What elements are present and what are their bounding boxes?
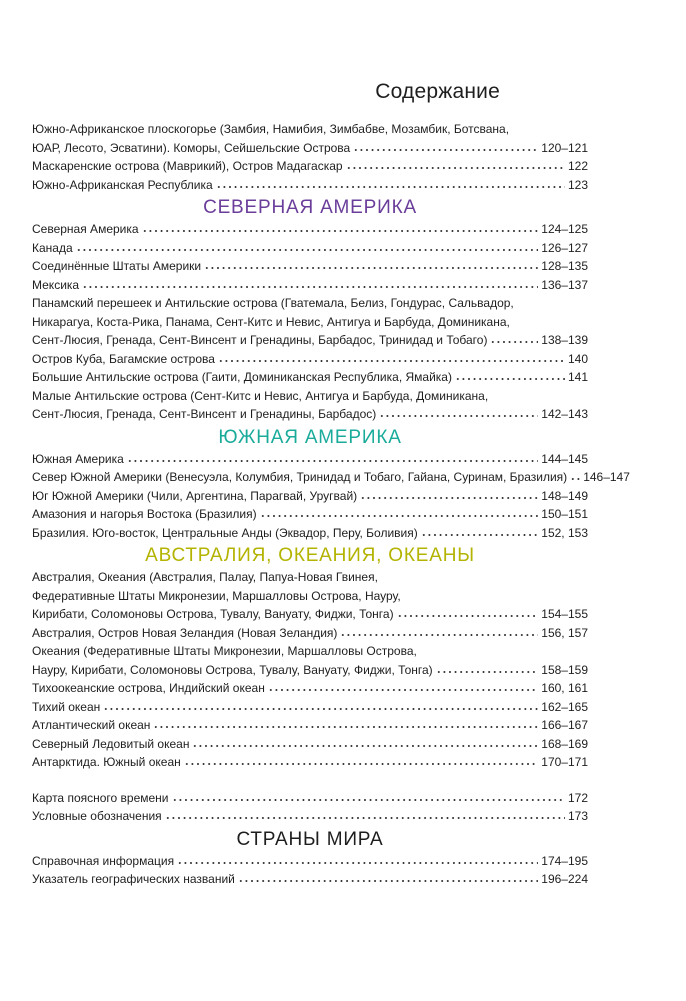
dot-leader	[268, 682, 538, 692]
toc-entry	[32, 239, 588, 258]
toc-entry	[32, 276, 588, 295]
toc-entry-page: 166–167	[541, 718, 588, 732]
toc-entry-line: Никарагуа, Коста-Рика, Панама, Сент-Китс и Невис, Антигуа и Барбуда, Доминикана,	[32, 314, 510, 329]
toc-entry	[32, 524, 588, 543]
toc-entry	[32, 852, 588, 871]
toc-entry	[32, 505, 588, 524]
dot-leader	[397, 608, 539, 618]
toc-entry-title: Юг Южной Америки (Чили, Аргентина, Парагвай, Уругвай)	[32, 488, 358, 503]
dot-leader	[127, 453, 539, 463]
dot-leader	[76, 242, 539, 252]
dot-leader	[216, 179, 565, 189]
toc-entry-title: Сент-Люсия, Гренада, Сент-Винсент и Гренадины, Барбадос)	[32, 407, 377, 421]
dot-leader	[153, 719, 538, 729]
toc-entry-title: Тихоокеанские острова, Индийский океан	[32, 681, 265, 695]
spacer	[32, 772, 588, 789]
dot-leader	[421, 527, 539, 537]
dot-leader	[360, 490, 538, 500]
dot-leader	[172, 792, 565, 802]
dot-leader	[353, 142, 538, 152]
toc-entry-page: 156, 157	[541, 625, 588, 640]
toc-entry-page: 140	[567, 351, 588, 366]
toc-entry	[32, 661, 588, 680]
toc-entry-page: 160, 161	[541, 681, 588, 695]
toc-entry-page: 152, 153	[541, 525, 588, 540]
toc-entry-page: 162–165	[541, 699, 588, 714]
toc-entry-page: 141	[567, 370, 588, 384]
toc-entry-title: Справочная информация	[32, 853, 175, 868]
toc-entry	[32, 716, 588, 735]
toc-entry-page: 150–151	[541, 507, 588, 521]
toc-entry-line: Австралия, Океания (Австралия, Палау, Папуа-Новая Гвинея,	[32, 570, 378, 584]
section-heading: ЮЖНАЯ АМЕРИКА	[218, 426, 402, 448]
toc-entry-title: Сент-Люсия, Гренада, Сент-Винсент и Гренадины, Барбадос, Тринидад и Тобаго)	[32, 333, 488, 347]
toc-entry-title: Антарктида. Южный океан	[32, 755, 181, 769]
toc-entry	[32, 468, 630, 487]
toc-entry-title: Науру, Кирибати, Соломоновы Острова, Тувалу, Вануату, Фиджи, Тонга)	[32, 662, 433, 677]
toc-entry-title: Условные обозначения	[32, 809, 162, 823]
toc-entry	[32, 350, 588, 369]
dot-leader	[103, 701, 538, 711]
toc-entry-page: 123	[567, 177, 588, 192]
toc-entry	[32, 605, 588, 624]
dot-leader	[455, 371, 565, 381]
toc-entry-page: 174–195	[541, 853, 588, 868]
toc-entry	[32, 176, 588, 195]
toc-entry-title: Большие Антильские острова (Гаити, Доминиканская Республика, Ямайка)	[32, 370, 452, 384]
toc-entry-page: 158–159	[541, 662, 588, 677]
toc-entry-title: Канада	[32, 240, 73, 255]
toc-entry-page: 146–147	[583, 470, 630, 484]
toc-entry	[32, 331, 588, 350]
toc-entry	[32, 405, 588, 424]
toc-entry-title: Южная Америка	[32, 451, 124, 466]
toc-entry-page: 128–135	[541, 259, 588, 273]
dot-leader	[177, 855, 538, 865]
toc-entry	[32, 624, 588, 643]
toc-entry-title: Тихий океан	[32, 699, 101, 714]
toc-entry	[32, 257, 588, 276]
toc-entry-page: 142–143	[541, 407, 588, 421]
toc-entry-page: 126–127	[541, 240, 588, 255]
toc-entry-page: 172	[567, 790, 588, 805]
toc-entry-title: Остров Куба, Багамские острова	[32, 351, 215, 366]
dot-leader	[82, 279, 538, 289]
toc-entry	[32, 139, 588, 158]
dot-leader	[346, 160, 565, 170]
toc-entry-title: Северный Ледовитый океан	[32, 736, 190, 751]
toc-entry	[32, 870, 588, 889]
toc-entry	[32, 735, 588, 754]
dot-leader	[204, 260, 538, 270]
toc-entry-line: Федеративные Штаты Микронезии, Маршалловы Острова, Науру,	[32, 588, 401, 603]
toc-entry-page: 170–171	[541, 755, 588, 769]
toc-entry-title: Север Южной Америки (Венесуэла, Колумбия, Тринидад и Тобаго, Гайана, Суринам, Бразилия)	[32, 470, 568, 484]
toc-entry-title: Маскаренские острова (Маврикий), Остров Мадагаскар	[32, 159, 343, 173]
toc-entry-page: 144–145	[541, 451, 588, 466]
toc-entry-title: Карта поясного времени	[32, 790, 169, 805]
toc-entry-page: 120–121	[541, 140, 588, 155]
toc-entry-page: 173	[567, 809, 588, 823]
toc-entry-title: Бразилия. Юго-восток, Центральные Анды (Эквадор, Перу, Боливия)	[32, 525, 418, 540]
table-of-contents	[32, 120, 630, 889]
toc-entry	[32, 807, 588, 826]
toc-entry	[32, 220, 588, 239]
toc-entry-line: Панамский перешеек и Антильские острова (Гватемала, Белиз, Гондурас, Сальвадор,	[32, 296, 514, 310]
dot-leader	[192, 738, 538, 748]
toc-entry	[32, 789, 588, 808]
toc-entry	[32, 679, 588, 698]
toc-entry-page: 196–224	[541, 872, 588, 886]
toc-entry-title: Северная Америка	[32, 222, 139, 236]
toc-entry-title: Мексика	[32, 277, 80, 292]
dot-leader	[165, 810, 565, 820]
toc-entry-page: 122	[567, 159, 588, 173]
dot-leader	[570, 471, 580, 481]
toc-entry-title: Соединённые Штаты Америки	[32, 259, 202, 273]
dot-leader	[490, 334, 538, 344]
toc-entry	[32, 753, 588, 772]
dot-leader	[184, 756, 539, 766]
dot-leader	[238, 873, 538, 883]
toc-entry	[32, 450, 588, 469]
toc-entry	[32, 698, 588, 717]
toc-entry-page: 168–169	[541, 736, 588, 751]
toc-entry-title: Указатель географических названий	[32, 872, 235, 886]
section-heading: СТРАНЫ МИРА	[236, 828, 384, 850]
toc-entry-line: Океания (Федеративные Штаты Микронезии, Маршалловы Острова,	[32, 644, 417, 658]
dot-leader	[218, 353, 565, 363]
toc-entry-page: 138–139	[541, 333, 588, 347]
dot-leader	[260, 508, 539, 518]
dot-leader	[436, 664, 539, 674]
section-heading: АВСТРАЛИЯ, ОКЕАНИЯ, ОКЕАНЫ	[145, 545, 475, 566]
toc-entry-page: 124–125	[541, 222, 588, 236]
page-title: Содержание	[375, 80, 500, 103]
toc-entry-page: 154–155	[541, 607, 588, 621]
toc-entry-page: 148–149	[541, 488, 588, 503]
toc-entry	[32, 157, 588, 176]
toc-entry-line: Южно-Африканское плоскогорье (Замбия, Намибия, Зимбабве, Мозамбик, Ботсвана,	[32, 122, 510, 136]
toc-entry-title: Атлантический океан	[32, 718, 151, 732]
toc-entry-title: ЮАР, Лесото, Эсватини). Коморы, Сейшельские Острова	[32, 140, 351, 155]
toc-entry-title: Южно-Африканская Республика	[32, 177, 213, 192]
dot-leader	[340, 627, 538, 637]
toc-entry-title: Кирибати, Соломоновы Острова, Тувалу, Вануату, Фиджи, Тонга)	[32, 607, 394, 621]
toc-entry-page: 136–137	[541, 277, 588, 292]
toc-entry	[32, 487, 588, 506]
toc-entry-line: Малые Антильские острова (Сент-Китс и Невис, Антигуа и Барбуда, Доминикана,	[32, 388, 489, 403]
dot-leader	[142, 223, 539, 233]
toc-entry-title: Амазония и нагорья Востока (Бразилия)	[32, 507, 257, 521]
dot-leader	[379, 408, 538, 418]
toc-entry	[32, 368, 588, 387]
toc-entry-title: Австралия, Остров Новая Зеландия (Новая Зеландия)	[32, 625, 338, 640]
section-heading: СЕВЕРНАЯ АМЕРИКА	[203, 197, 417, 218]
